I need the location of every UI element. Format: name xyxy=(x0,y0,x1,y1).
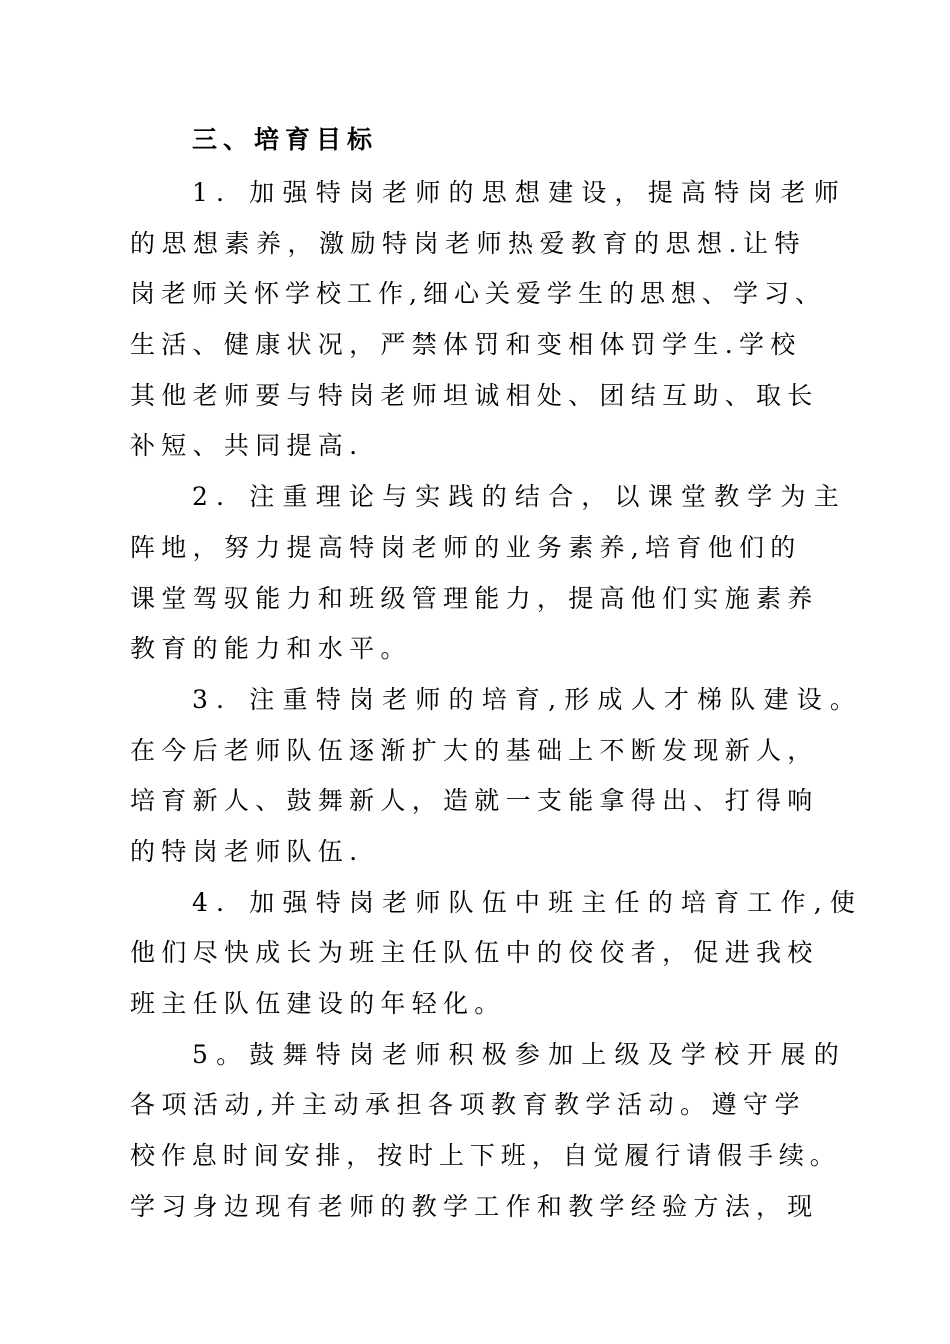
text-line-content: 4．加强特岗老师队伍中班主任的培育工作,使 xyxy=(192,887,864,917)
text-line-content: 各项活动,并主动承担各项教育教学活动。遵守学 xyxy=(130,1090,806,1120)
section-heading: 三、培育目标 xyxy=(192,125,379,154)
text-line xyxy=(130,675,864,726)
text-line xyxy=(130,827,830,878)
text-line xyxy=(130,219,830,270)
text-line xyxy=(130,979,830,1030)
text-line xyxy=(130,624,830,675)
text-line xyxy=(130,574,830,625)
text-line-content: 的思想素养，激励特岗老师热爱教育的思想.让特 xyxy=(130,228,806,258)
text-line xyxy=(130,269,830,320)
text-line xyxy=(130,776,830,827)
text-line-content: 补短、共同提高. xyxy=(130,431,364,461)
body-text xyxy=(130,168,864,1232)
text-line-content: 班主任队伍建设的年轻化。 xyxy=(130,989,506,1018)
text-line-content: 3．注重特岗老师的培育,形成人才梯队建设。 xyxy=(192,684,864,714)
text-line-content: 其他老师要与特岗老师坦诚相处、团结互助、取长 xyxy=(130,380,819,410)
text-line-content: 学习身边现有老师的教学工作和教学经验方法，现 xyxy=(130,1191,819,1221)
text-line xyxy=(130,523,830,574)
text-line-content: 1．加强特岗老师的思想建设，提高特岗老师 xyxy=(192,178,847,207)
text-line xyxy=(130,472,847,523)
text-line-content: 5。鼓舞特岗老师积极参加上级及学校开展的 xyxy=(192,1039,847,1069)
text-line xyxy=(130,168,847,219)
text-line-content: 在今后老师队伍逐渐扩大的基础上不断发现新人， xyxy=(130,735,819,765)
text-line xyxy=(130,1030,847,1081)
text-line-content: 教育的能力和水平。 xyxy=(130,634,412,664)
text-line xyxy=(130,1131,841,1182)
text-line xyxy=(130,1080,830,1131)
text-line xyxy=(130,320,830,371)
text-line-content: 校作息时间安排，按时上下班，自觉履行请假手续。 xyxy=(130,1141,841,1171)
text-line-content: 课堂驾驭能力和班级管理能力，提高他们实施素养 xyxy=(130,583,819,613)
text-line-content: 阵地，努力提高特岗老师的业务素养,培育他们的 xyxy=(130,532,802,562)
text-line-content: 岗老师关怀学校工作,细心关爱学生的思想、学习、 xyxy=(130,279,826,309)
text-line-content: 培育新人、鼓舞新人，造就一支能拿得出、打得响 xyxy=(130,786,819,816)
text-line-content: 他们尽快成长为班主任队伍中的佼佼者，促进我校 xyxy=(130,938,819,968)
text-line xyxy=(130,878,864,929)
text-line xyxy=(130,421,830,472)
text-line xyxy=(130,726,830,777)
text-line-content: 2．注重理论与实践的结合，以课堂教学为主 xyxy=(192,482,847,512)
text-line xyxy=(130,371,830,422)
text-line xyxy=(130,928,830,979)
text-line xyxy=(130,1182,830,1233)
text-line-content: 生活、健康状况，严禁体罚和变相体罚学生.学校 xyxy=(130,330,802,360)
text-line-content: 的特岗老师队伍. xyxy=(130,836,364,866)
